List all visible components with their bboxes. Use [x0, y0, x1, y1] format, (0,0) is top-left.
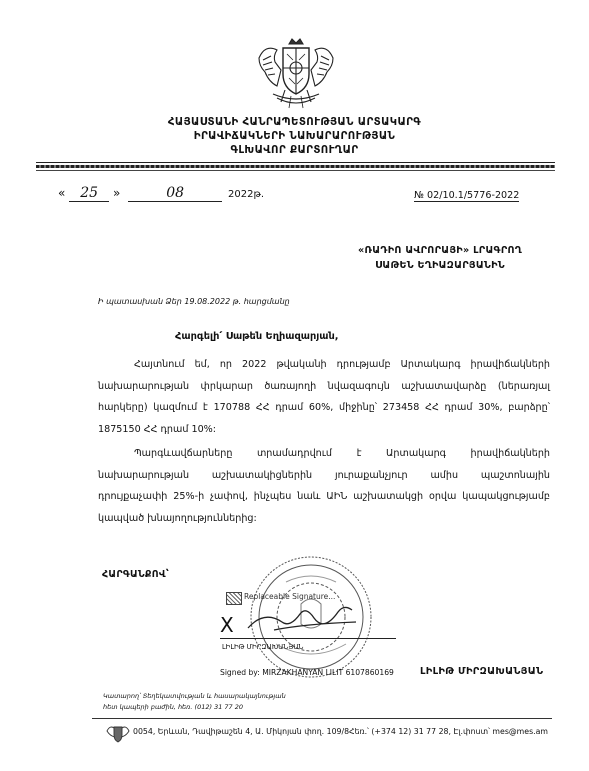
date-quote-open: «	[58, 186, 66, 200]
footer-contacts: Հեռ.՝ (+374 12) 31 77 28, Էլ.փոստ՝ mes@mes.am	[349, 727, 548, 736]
signed-by-text: Signed by: MIRZAKHANYAN LILIT 6107860169	[220, 668, 394, 677]
closing-regards: ՀԱՐԳԱՆՔՈՎ՝	[102, 569, 170, 580]
reply-reference: Ի պատասխան Ձեր 19.08.2022 թ. հարցմանը	[98, 297, 290, 306]
paragraph-line: 1875150 ՀՀ դրամ 10%:	[98, 423, 217, 435]
footer-emblem-icon	[105, 723, 131, 745]
signature-name-under-line: ԼԻԼԻԹ ՄԻՐԶԱԽԱՆՅԱՆ	[222, 643, 304, 651]
executor-line2: հետ կապերի բաժին, հեռ. (012) 31 77 20	[103, 703, 244, 711]
paragraph-line: Հայտնում եմ, որ 2022 թվականի դրությամբ Արտակարգ իրավիճակների	[134, 359, 550, 370]
date-month: 08	[128, 185, 222, 202]
paragraph-line: նախարարության փրկարար ծառայողի նվազագույն աշխատավարձը (ներառյալ	[98, 380, 550, 392]
recipient-line2: ՍԱԹԵՆ ԵՂԻԱԶԱՐՅԱՆԻՆ	[375, 260, 505, 271]
header-rule-thin	[36, 162, 555, 163]
paragraph-salary	[98, 354, 550, 440]
date-day: 25	[69, 185, 109, 202]
executor-line1: Կատարող՝ Տեղեկատվության և հասարակայնության	[103, 692, 286, 700]
paragraph-line: նախարարության աշխատակիցներին յուրաքանչյուր ամիս պաշտոնային	[98, 469, 550, 481]
signature-box-icon	[226, 592, 242, 605]
ministry-name-line2: ԻՐԱՎԻՃԱԿՆԵՐԻ ՆԱԽԱՐԱՐՈՒԹՅԱՆ	[193, 131, 396, 142]
header-rule-thick	[36, 165, 555, 168]
coat-of-arms-emblem	[251, 38, 341, 112]
paragraph-bonus	[98, 443, 550, 529]
chief-of-staff-title: ԳԼԽԱՎՈՐ ՔԱՐՏՈՒՂԱՐ	[230, 145, 359, 156]
signature-x-mark: X	[220, 613, 234, 637]
paragraph-line: կապված խնայողություններից:	[98, 512, 257, 524]
signature-line	[220, 638, 396, 639]
signer-name: ԼԻԼԻԹ ՄԻՐԶԱԽԱՆՅԱՆ	[420, 666, 544, 677]
ministry-name-line1: ՀԱՅԱՍՏԱՆԻ ՀԱՆՐԱՊԵՏՈՒԹՅԱՆ ԱՐՏԱԿԱՐԳ	[167, 117, 422, 128]
document-number: № 02/10.1/5776-2022	[414, 190, 520, 201]
header-rule-bottom	[36, 170, 555, 171]
footer-address: 0054, Երևան, Դավիթաշեն 4, Ա. Միկոյան փող. 109/8	[133, 727, 350, 736]
signature-caption: Replaceable Signature...	[244, 592, 336, 601]
date-quote-close: »	[113, 186, 121, 200]
paragraph-line: Պարգևավճարները տրամադրվում է Արտակարգ իրավիճակների	[134, 448, 550, 459]
date-year: 2022թ.	[228, 189, 265, 200]
date-field	[58, 185, 264, 202]
handwritten-signature	[244, 600, 364, 640]
paragraph-line: դրույքաչափի 25%-ի չափով, ինչպես նաև ԱԻՆ աշխատակցի օրվա կապակցությամբ	[98, 491, 550, 502]
paragraph-line: հարկերը) կազմում է 170788 ՀՀ դրամ 60%, միջինը՝ 273458 ՀՀ դրամ 30%, բարձրը՝	[98, 402, 550, 413]
footer-rule	[92, 718, 552, 719]
recipient-line1: «ՌԱԴԻՈ ԱՎՐՈՐԱՅԻ» ԼՐԱԳՐՈՂ	[358, 245, 522, 256]
salutation: Հարգելի՛ Սաթեն Եղիազարյան,	[175, 331, 339, 342]
